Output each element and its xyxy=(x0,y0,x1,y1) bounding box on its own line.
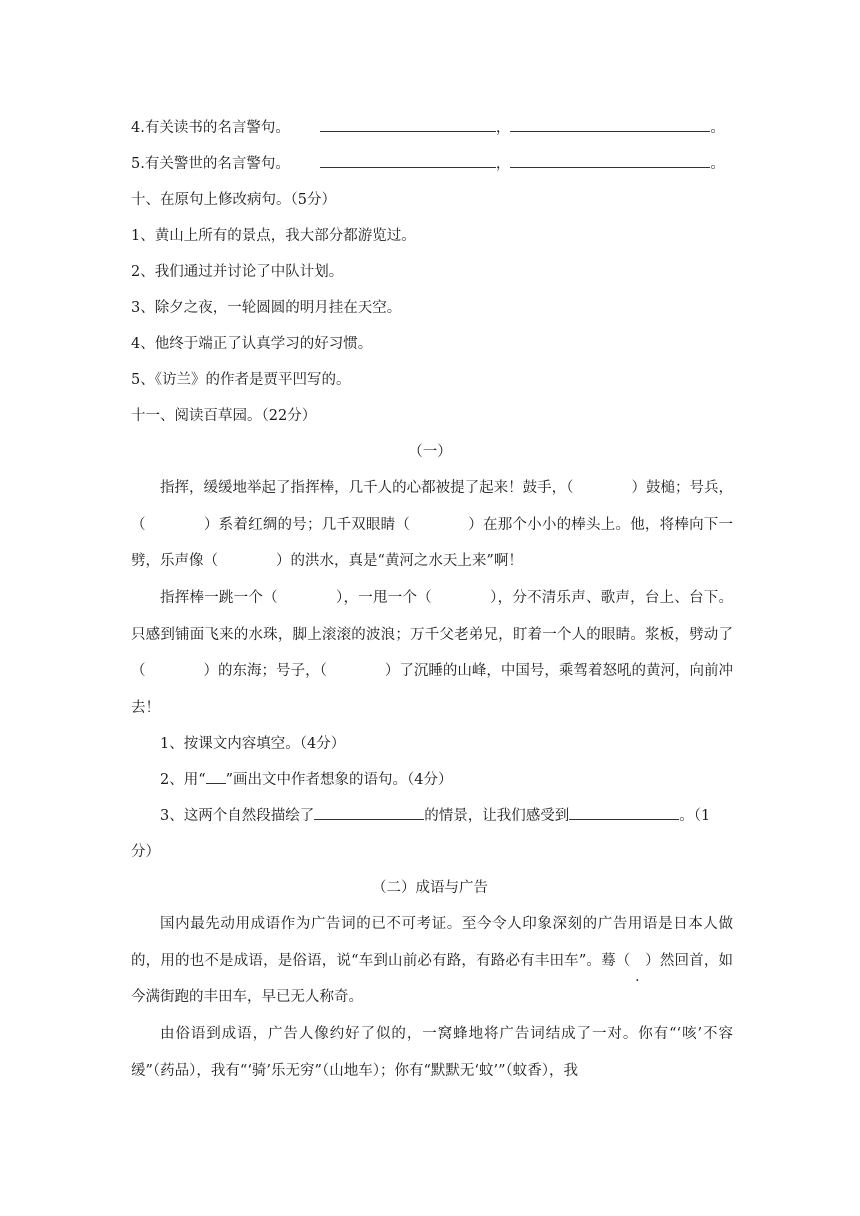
dotted-character: 蓦 · xyxy=(601,953,616,969)
passage-paragraph-1: 指挥，缓缓地举起了指挥棒，几千人的心都被提了起来！鼓手，（ ）鼓槌；号兵，（ ）系着红绸的号；几千双眼睛（ ）在那个小小的棒头上。他，将棒向下一劈，乐声像（ ）的洪水，真是“黄河之水天上来”啊！ xyxy=(131,480,734,569)
sub-question-3-cont: 分） xyxy=(131,844,160,860)
part-1-heading: （一） xyxy=(408,444,452,460)
answer-blank[interactable] xyxy=(314,806,424,820)
answer-blank[interactable] xyxy=(320,154,496,168)
sub-question-2: 2、用“ ”画出文中作者想象的语句。（4分） xyxy=(160,772,453,788)
answer-blank[interactable] xyxy=(320,118,496,132)
section-10-title: 十、在原句上修改病句。（5分） xyxy=(131,192,336,208)
sub-question-3: 3、这两个自然段描绘了 的情景，让我们感受到 。（1 xyxy=(160,808,711,824)
section-11-title: 十一、阅读百草园。（22分） xyxy=(131,408,317,424)
passage-paragraph-4: 由俗语到成语，广告人像约好了似的，一窝蜂地将广告词结成了一对。你有“‘咳’不容缓”（药品），我有“‘骑’乐无穷”（山地车）；你有“默默无‘蚊’”（蚊香），我 xyxy=(131,1026,733,1079)
answer-blank[interactable] xyxy=(569,806,679,820)
passage-paragraph-3: 国内最先动用成语作为广告词的已不可考证。至今令人印象深刻的广告用语是日本人做的，用的也不是成语，是俗语，说“车到山前必有路，有路必有丰田车”。蓦 ·（ ）然回首，如今满街跑的丰田车，早已无人称奇。 xyxy=(131,906,733,1016)
underline-sample xyxy=(206,770,226,784)
sub-question-1: 1、按课文内容填空。（4分） xyxy=(160,736,346,752)
list-item: 5、《访兰》的作者是贾平凹写的。 xyxy=(131,372,351,388)
question-5: 5.有关警世的名言警句。 ， 。 xyxy=(131,156,725,172)
part-2-heading: （二）成语与广告 xyxy=(372,880,488,896)
list-item: 2、我们通过并讨论了中队计划。 xyxy=(131,264,344,280)
question-4: 4.有关读书的名言警句。 ， 。 xyxy=(131,120,725,136)
list-item: 4、他终于端正了认真学习的好习惯。 xyxy=(131,336,373,352)
list-item: 1、黄山上所有的景点，我大部分都游览过。 xyxy=(131,228,416,244)
list-item: 3、除夕之夜，一轮圆圆的明月挂在天空。 xyxy=(131,300,402,316)
passage-paragraph-2: 指挥棒一跳一个（ ），一甩一个（ ），分不清乐声、歌声，台上、台下。只感到铺面飞来的水珠，脚上滚滚的波浪；万千父老弟兄，盯着一个人的眼睛。浆板，劈动了（ ）的东海；号子，（ ）了沉睡的山峰，中国号，乘驾着怒吼的黄河，向前冲去！ xyxy=(131,590,734,716)
answer-blank[interactable] xyxy=(510,118,710,132)
answer-blank[interactable] xyxy=(510,154,710,168)
